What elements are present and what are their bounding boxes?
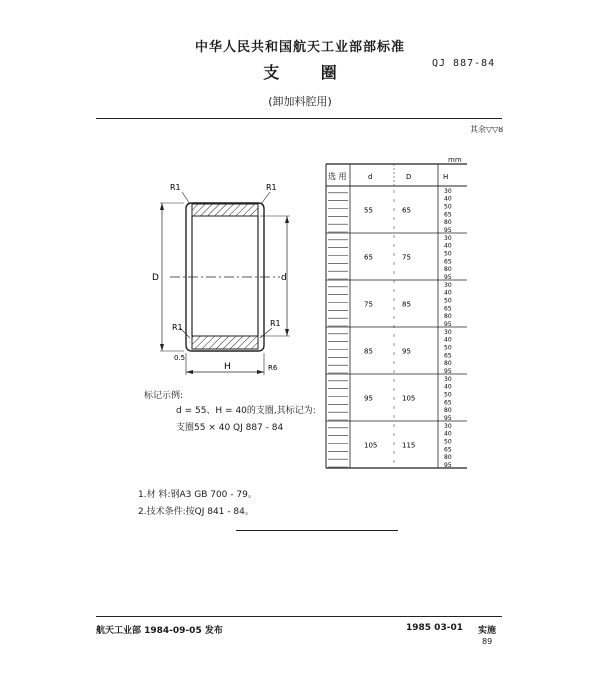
table-cell-H: 80: [444, 454, 452, 462]
table-unit: mm: [448, 156, 462, 164]
end-rule: [236, 530, 398, 531]
table-cell-H: 40: [444, 383, 452, 391]
label-r-top-left: R1: [170, 183, 181, 192]
table-cell-H: 65: [444, 258, 452, 266]
table-cell-H: 30: [444, 234, 452, 242]
table-cell-H: 65: [444, 446, 452, 454]
table-cell-H: 80: [444, 313, 452, 321]
table-cell-D: 95: [402, 347, 411, 356]
dimension-table: [320, 162, 470, 472]
table-cell-d: 105: [364, 441, 378, 450]
table-cell-H: 80: [444, 219, 452, 227]
marking-line-2: 支圈55 × 40 QJ 887 - 84: [176, 423, 284, 433]
table-cell-H: 50: [444, 250, 452, 258]
table-cell-d: 55: [364, 206, 373, 215]
table-cell-H: 30: [444, 281, 452, 289]
table-cell-H: 50: [444, 391, 452, 399]
table-cell-H: 95: [444, 227, 452, 234]
table-cell-H: 40: [444, 242, 452, 250]
table-cell-H: 65: [444, 211, 452, 219]
part-drawing: [140, 170, 310, 385]
part-title: 支 圈: [263, 63, 355, 82]
table-cell-H: 50: [444, 344, 452, 352]
footer-issued: 航天工业部 1984-09-05 发布: [96, 626, 223, 636]
table-cell-d: 65: [364, 253, 373, 262]
table-cell-H: 95: [444, 274, 452, 281]
table-cell-H: 40: [444, 336, 452, 344]
standard-code: QJ 887-84: [432, 58, 496, 69]
footer-effective-label: 实施: [478, 626, 497, 636]
table-cell-H: 80: [444, 266, 452, 274]
table-cell-H: 40: [444, 289, 452, 297]
table-cell-H: 65: [444, 305, 452, 313]
table-cell-H: 80: [444, 407, 452, 415]
table-cell-H: 95: [444, 321, 452, 328]
table-header-H: H: [443, 173, 449, 181]
table-header-select: 选 用: [328, 172, 347, 181]
note-material: 1.材 料:钢A3 GB 700 - 79。: [138, 490, 257, 500]
section-top: [192, 204, 258, 216]
label-chamfer-right: R6: [268, 364, 278, 372]
header-rule: [96, 118, 502, 119]
table-header-D: D: [406, 173, 412, 181]
table-cell-D: 115: [402, 441, 416, 450]
surface-finish-note: 其余▽▽ȣ: [470, 125, 504, 134]
table-cell-H: 40: [444, 195, 452, 203]
table-cell-H: 50: [444, 203, 452, 211]
table-cell-H: 30: [444, 422, 452, 430]
table-cell-D: 65: [402, 206, 411, 215]
label-D: D: [152, 273, 159, 283]
table-cell-H: 95: [444, 462, 452, 469]
table-cell-H: 65: [444, 399, 452, 407]
marking-title: 标记示例:: [144, 391, 184, 401]
table-cell-H: 50: [444, 438, 452, 446]
table-cell-H: 80: [444, 360, 452, 368]
label-H: H: [224, 362, 231, 372]
table-cell-H: 95: [444, 415, 452, 422]
table-header-d: d: [368, 173, 373, 181]
table-cell-H: 65: [444, 352, 452, 360]
table-cell-d: 75: [364, 300, 373, 309]
table-cell-H: 30: [444, 187, 452, 195]
note-technical: 2.技术条件:按QJ 841 - 84。: [138, 507, 254, 517]
table-cell-D: 75: [402, 253, 411, 262]
table-cell-H: 40: [444, 430, 452, 438]
label-chamfer-left: 0.5: [174, 354, 186, 362]
table-cell-D: 105: [402, 394, 416, 403]
label-r-bottom-left: R1: [172, 323, 183, 332]
label-r-bottom-right: R1: [270, 319, 281, 328]
standard-title: 中华人民共和国航天工业部部标准: [194, 40, 405, 55]
footer-rule: [96, 616, 502, 617]
table-cell-H: 30: [444, 328, 452, 336]
page-number: 89: [482, 637, 493, 646]
label-r-top-right: R1: [266, 183, 277, 192]
table-cell-d: 95: [364, 394, 373, 403]
table-cell-D: 85: [402, 300, 411, 309]
label-d: d: [281, 273, 287, 283]
table-cell-H: 50: [444, 297, 452, 305]
part-subtitle: (卸加料腔用): [268, 95, 332, 108]
section-bottom: [192, 336, 258, 349]
table-cell-d: 85: [364, 347, 373, 356]
table-cell-H: 95: [444, 368, 452, 375]
marking-line-1: d = 55、H = 40的支圈,其标记为:: [176, 406, 316, 416]
table-cell-H: 30: [444, 375, 452, 383]
footer-effective-date: 1985 03-01: [406, 623, 463, 633]
